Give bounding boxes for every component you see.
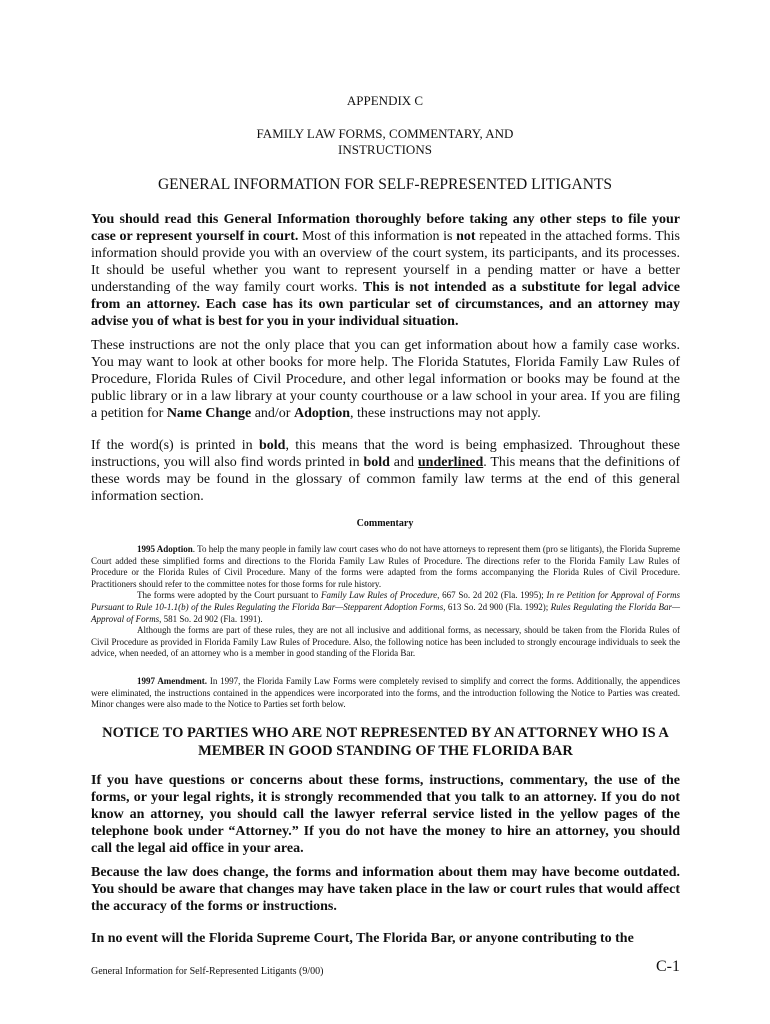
subtitle-line-2: INSTRUCTIONS [338,142,432,157]
intro-text: and [389,455,418,470]
intro-text: Most of this information is [298,229,457,244]
commentary-1997 [91,676,680,711]
document-subtitle [0,126,770,158]
name-change-term: Name Change [166,406,252,421]
page-title: GENERAL INFORMATION FOR SELF-REPRESENTED LITIGANTS [157,176,613,193]
page-number: C-1 [656,958,680,975]
commentary-text: Although the forms are part of these rules, they are not all inclusive and additional forms, as necessary, should be taken from the Florida Rules of Civil Procedure as provided in Florida Family Law Rules of Procedure. Also, the following notice has been included to strongly encourage individuals to seek the advice, when needed, of an attorney who is a member in good standing of the Florida Bar. [91,625,680,659]
intro-bold-not: not [456,229,476,244]
notice-heading-line-2: MEMBER IN GOOD STANDING OF THE FLORIDA BAR [198,743,573,759]
intro-text: , these instructions may not apply. [350,406,541,421]
intro-paragraph-3 [91,437,680,505]
commentary-1995-label: 1995 Adoption [137,544,193,554]
commentary-1997-label: 1997 Amendment. [137,676,208,686]
citation: In re Petition for Approval of Forms Pursuant to Rule 10-1.1(b) of the Rules Regulating the Florida Bar—Stepparent Adoption Forms [91,590,680,612]
commentary-text: The forms were adopted by the Court pursuant to [137,590,321,601]
intro-bold-disclaimer: This is not intended as a substitute for legal advice from an attorney. Each case has its own particular set of circumstances, and an attorney may advise you of what is best for you in your individual situation. [91,280,680,329]
commentary-text: , 581 So. 2d 902 (Fla. 1991). [159,613,263,624]
notice-paragraph-2: Because the law does change, the forms and information about them may have become outdated. You should be aware that changes may have taken place in the law or court rules that would affect the accuracy of the forms or instructions. [91,865,680,914]
bold-term: bold [258,438,286,453]
intro-bold-lead: You should read this General Information thoroughly before taking any other steps to file your case or represent yourself in court. [91,212,680,244]
intro-text: repeated in the attached forms. This information should provide you with an overview of the court system, its participants, and its processes. It should be useful whether you want to represent yourself in a pending matter or have a better understanding of the way family court works. [91,229,680,295]
adoption-term: Adoption [293,406,350,421]
appendix-label: APPENDIX C [346,93,424,108]
intro-paragraph-1 [91,211,680,330]
footer-label: General Information for Self-Represented Litigants (9/00) [91,966,324,977]
commentary-text: 667 So. 2d 202 (Fla. 1995); [439,590,547,601]
intro-text: These instructions are not the only place that you can get information about how a family case works. You may want to look at other books for more help. The Florida Statutes, Florida Family Law Rules of Procedure, Florida Rules of Civil Procedure, and other legal information or books may be found at the public library or in a law library at your county courthouse or a law school in your area. If you are filing a petition for [91,338,680,421]
intro-paragraph-2 [91,337,680,422]
commentary-text: . To help the many people in family law court cases who do not have attorneys to represent them (pro se litigants), the Florida Supreme Court added these simplified forms and directions to the Florida Family Law Rules of Procedure. The directions refer to the Florida Family Law Rules of Procedure or the Florida Rules of Civil Procedure. Many of the forms were adapted from the forms accompanying the Florida Rules of Civil Procedure. Practitioners should refer to the committee notes for those forms for rule history. [91,544,680,589]
intro-text: If the word(s) is printed in [91,438,259,453]
citation: Family Law Rules of Procedure, [320,590,440,601]
citation: Rules Regulating the Florida Bar—Approval of Forms [91,601,680,624]
subtitle-line-1: FAMILY LAW FORMS, COMMENTARY, AND [256,126,514,141]
commentary-heading: Commentary [356,518,414,529]
notice-heading [91,724,680,760]
intro-text: and/or [251,406,294,421]
notice-paragraph-1: If you have questions or concerns about these forms, instructions, commentary, the use of the forms, or your legal rights, it is strongly recommended that you talk to an attorney. If you do not know an attorney, you should call the lawyer referral service listed in the yellow pages of the telephone book under “Attorney.” If you do not have the money to hire an attorney, you should call the legal aid office in your area. [91,773,680,856]
intro-text: , this means that the word is being emphasized. Throughout these instructions, you will also find words printed in [91,438,680,470]
notice-heading-line-1: NOTICE TO PARTIES WHO ARE NOT REPRESENTED BY AN ATTORNEY WHO IS A [102,725,669,741]
commentary-text: , 613 So. 2d 900 (Fla. 1992); [443,601,551,612]
bold-term: bold [363,455,390,470]
underlined-term: underlined [417,455,484,470]
intro-text: . This means that the definitions of these words may be found in the glossary of common family law terms at the end of this general information section. [91,455,681,504]
commentary-1995 [91,544,680,660]
commentary-text: In 1997, the Florida Family Law Forms were completely revised to simplify and correct the forms. Additionally, the appendices were eliminated, the instructions contained in the appendices were incorporated into the forms, and the introduction following the Notice to Parties was created. Minor changes were also made to the Notice to Parties set forth below. [91,676,680,710]
notice-paragraph-3: In no event will the Florida Supreme Court, The Florida Bar, or anyone contributing to the [91,931,634,946]
